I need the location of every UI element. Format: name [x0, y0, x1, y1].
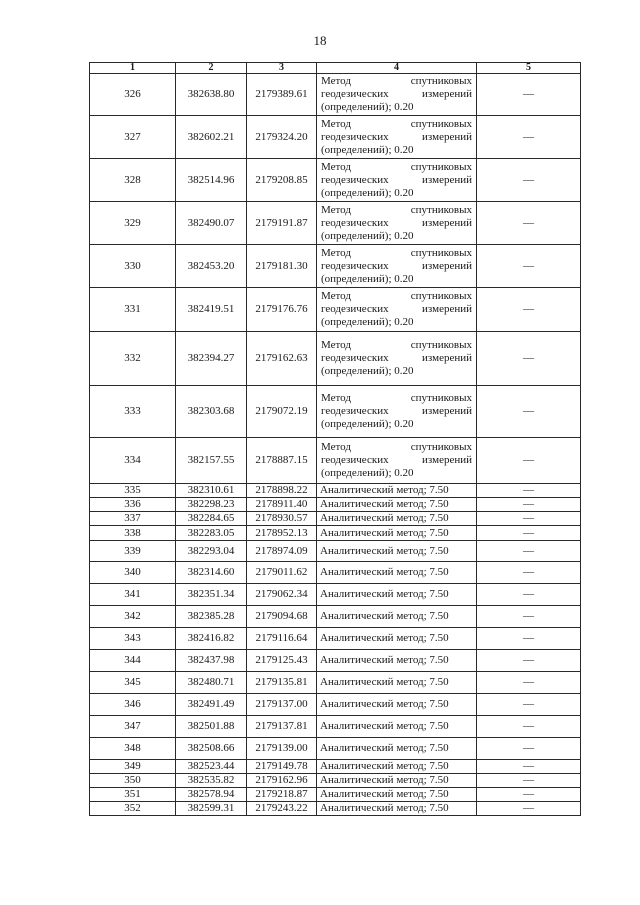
page-number: 18 [313, 33, 327, 48]
table-row [90, 606, 581, 628]
method-cell: Аналитический метод; 7.50 [317, 738, 477, 760]
y-coordinate-cell: 2179162.63 [247, 332, 317, 386]
method-line: геодезических измерений [321, 88, 472, 100]
y-coordinate-cell: 2179149.78 [247, 760, 317, 774]
y-coordinate-cell: 2179139.00 [247, 738, 317, 760]
x-coordinate-cell: 382419.51 [176, 288, 247, 332]
x-coordinate-cell: 382480.71 [176, 672, 247, 694]
note-cell: — [477, 526, 581, 541]
method-cell: Аналитический метод; 7.50 [317, 788, 477, 802]
x-coordinate-cell: 382314.60 [176, 562, 247, 584]
method-cell: Аналитический метод; 7.50 [317, 512, 477, 526]
x-coordinate-cell: 382535.82 [176, 774, 247, 788]
point-number-cell: 350 [90, 774, 176, 788]
table-row [90, 788, 581, 802]
method-cell [317, 202, 477, 245]
table-row [90, 498, 581, 512]
method-line: геодезических измерений [321, 454, 472, 466]
method-cell: Аналитический метод; 7.50 [317, 498, 477, 512]
table-header-row [90, 63, 581, 74]
method-line: геодезических измерений [321, 352, 472, 364]
note-cell: — [477, 650, 581, 672]
note-cell: — [477, 788, 581, 802]
x-coordinate-cell: 382599.31 [176, 802, 247, 816]
y-coordinate-cell: 2179243.22 [247, 802, 317, 816]
method-cell: Аналитический метод; 7.50 [317, 541, 477, 562]
x-coordinate-cell: 382283.05 [176, 526, 247, 541]
note-cell: — [477, 606, 581, 628]
note-cell: — [477, 288, 581, 332]
table-row [90, 288, 581, 332]
y-coordinate-cell: 2178887.15 [247, 438, 317, 484]
method-cell: Аналитический метод; 7.50 [317, 526, 477, 541]
table-row [90, 438, 581, 484]
method-line: геодезических измерений [321, 216, 472, 229]
table-row [90, 650, 581, 672]
x-coordinate-cell: 382501.88 [176, 716, 247, 738]
x-coordinate-cell: 382514.96 [176, 159, 247, 202]
y-coordinate-cell: 2179162.96 [247, 774, 317, 788]
method-line: (определений); 0.20 [321, 467, 414, 479]
note-cell: — [477, 484, 581, 498]
x-coordinate-cell: 382490.07 [176, 202, 247, 245]
table-row [90, 541, 581, 562]
y-coordinate-cell: 2179389.61 [247, 74, 317, 116]
note-cell: — [477, 562, 581, 584]
method-cell [317, 245, 477, 288]
note-cell: — [477, 802, 581, 816]
note-cell: — [477, 332, 581, 386]
note-cell: — [477, 159, 581, 202]
y-coordinate-cell: 2178898.22 [247, 484, 317, 498]
method-cell: Аналитический метод; 7.50 [317, 650, 477, 672]
y-coordinate-cell: 2179062.34 [247, 584, 317, 606]
method-cell: Аналитический метод; 7.50 [317, 584, 477, 606]
x-coordinate-cell: 382491.49 [176, 694, 247, 716]
point-number-cell: 342 [90, 606, 176, 628]
table-row [90, 484, 581, 498]
x-coordinate-cell: 382578.94 [176, 788, 247, 802]
note-cell: — [477, 498, 581, 512]
point-number-cell: 344 [90, 650, 176, 672]
table-row [90, 526, 581, 541]
method-cell [317, 74, 477, 116]
point-number-cell: 345 [90, 672, 176, 694]
note-cell: — [477, 74, 581, 116]
x-coordinate-cell: 382508.66 [176, 738, 247, 760]
table-row [90, 332, 581, 386]
y-coordinate-cell: 2178930.57 [247, 512, 317, 526]
y-coordinate-cell: 2179176.76 [247, 288, 317, 332]
note-cell: — [477, 541, 581, 562]
table-row [90, 562, 581, 584]
table-row [90, 760, 581, 774]
method-line: (определений); 0.20 [321, 186, 414, 199]
method-line: Метод спутниковых [321, 160, 472, 173]
point-number-cell: 352 [90, 802, 176, 816]
point-number-cell: 334 [90, 438, 176, 484]
table-row [90, 74, 581, 116]
point-number-cell: 338 [90, 526, 176, 541]
note-cell: — [477, 628, 581, 650]
method-line: (определений); 0.20 [321, 272, 414, 285]
method-cell: Аналитический метод; 7.50 [317, 694, 477, 716]
method-line: геодезических измерений [321, 130, 472, 143]
method-cell [317, 288, 477, 332]
method-cell: Аналитический метод; 7.50 [317, 606, 477, 628]
note-cell: — [477, 774, 581, 788]
point-number-cell: 336 [90, 498, 176, 512]
point-number-cell: 329 [90, 202, 176, 245]
point-number-cell: 351 [90, 788, 176, 802]
point-number-cell: 326 [90, 74, 176, 116]
table-row [90, 628, 581, 650]
coordinates-table-container [89, 62, 580, 816]
x-coordinate-cell: 382298.23 [176, 498, 247, 512]
x-coordinate-cell: 382638.80 [176, 74, 247, 116]
column-header-4: 4 [317, 63, 477, 74]
method-line: (определений); 0.20 [321, 143, 414, 156]
point-number-cell: 335 [90, 484, 176, 498]
point-number-cell: 337 [90, 512, 176, 526]
note-cell: — [477, 738, 581, 760]
method-line: Метод спутниковых [321, 392, 472, 404]
y-coordinate-cell: 2178974.09 [247, 541, 317, 562]
method-cell [317, 332, 477, 386]
point-number-cell: 333 [90, 386, 176, 438]
point-number-cell: 330 [90, 245, 176, 288]
x-coordinate-cell: 382416.82 [176, 628, 247, 650]
table-row [90, 159, 581, 202]
point-number-cell: 349 [90, 760, 176, 774]
note-cell: — [477, 694, 581, 716]
note-cell: — [477, 245, 581, 288]
column-header-3: 3 [247, 63, 317, 74]
note-cell: — [477, 386, 581, 438]
column-header-1: 1 [90, 63, 176, 74]
y-coordinate-cell: 2179208.85 [247, 159, 317, 202]
y-coordinate-cell: 2178952.13 [247, 526, 317, 541]
point-number-cell: 341 [90, 584, 176, 606]
method-line: геодезических измерений [321, 405, 472, 417]
table-row [90, 694, 581, 716]
method-cell: Аналитический метод; 7.50 [317, 484, 477, 498]
y-coordinate-cell: 2178911.40 [247, 498, 317, 512]
method-cell [317, 159, 477, 202]
table-row [90, 512, 581, 526]
table-row [90, 802, 581, 816]
method-line: Метод спутниковых [321, 203, 472, 216]
x-coordinate-cell: 382351.34 [176, 584, 247, 606]
y-coordinate-cell: 2179218.87 [247, 788, 317, 802]
method-cell: Аналитический метод; 7.50 [317, 802, 477, 816]
x-coordinate-cell: 382523.44 [176, 760, 247, 774]
table-row [90, 584, 581, 606]
method-line: Метод спутниковых [321, 290, 472, 302]
note-cell: — [477, 202, 581, 245]
method-cell: Аналитический метод; 7.50 [317, 672, 477, 694]
coordinates-table [89, 62, 581, 816]
method-cell: Аналитический метод; 7.50 [317, 760, 477, 774]
y-coordinate-cell: 2179072.19 [247, 386, 317, 438]
note-cell: — [477, 716, 581, 738]
point-number-cell: 343 [90, 628, 176, 650]
method-line: Метод спутниковых [321, 339, 472, 351]
method-line: Метод спутниковых [321, 441, 472, 453]
method-line: (определений); 0.20 [321, 365, 414, 377]
table-row [90, 738, 581, 760]
table-row [90, 774, 581, 788]
y-coordinate-cell: 2179324.20 [247, 116, 317, 159]
method-cell [317, 386, 477, 438]
table-row [90, 245, 581, 288]
method-line: Метод спутниковых [321, 117, 472, 130]
y-coordinate-cell: 2179094.68 [247, 606, 317, 628]
y-coordinate-cell: 2179137.81 [247, 716, 317, 738]
table-row [90, 386, 581, 438]
column-header-2: 2 [176, 63, 247, 74]
x-coordinate-cell: 382602.21 [176, 116, 247, 159]
y-coordinate-cell: 2179116.64 [247, 628, 317, 650]
point-number-cell: 328 [90, 159, 176, 202]
note-cell: — [477, 672, 581, 694]
method-line: (определений); 0.20 [321, 316, 414, 328]
note-cell: — [477, 438, 581, 484]
method-cell: Аналитический метод; 7.50 [317, 716, 477, 738]
note-cell: — [477, 584, 581, 606]
point-number-cell: 340 [90, 562, 176, 584]
point-number-cell: 339 [90, 541, 176, 562]
method-cell [317, 438, 477, 484]
method-cell: Аналитический метод; 7.50 [317, 628, 477, 650]
x-coordinate-cell: 382310.61 [176, 484, 247, 498]
x-coordinate-cell: 382437.98 [176, 650, 247, 672]
note-cell: — [477, 512, 581, 526]
method-line: (определений); 0.20 [321, 229, 414, 242]
method-line: Метод спутниковых [321, 246, 472, 259]
y-coordinate-cell: 2179137.00 [247, 694, 317, 716]
x-coordinate-cell: 382284.65 [176, 512, 247, 526]
method-line: (определений); 0.20 [321, 101, 414, 113]
y-coordinate-cell: 2179011.62 [247, 562, 317, 584]
table-row [90, 202, 581, 245]
y-coordinate-cell: 2179125.43 [247, 650, 317, 672]
method-line: геодезических измерений [321, 173, 472, 186]
point-number-cell: 327 [90, 116, 176, 159]
point-number-cell: 331 [90, 288, 176, 332]
method-cell [317, 116, 477, 159]
note-cell: — [477, 116, 581, 159]
point-number-cell: 347 [90, 716, 176, 738]
method-cell: Аналитический метод; 7.50 [317, 562, 477, 584]
point-number-cell: 332 [90, 332, 176, 386]
x-coordinate-cell: 382385.28 [176, 606, 247, 628]
method-line: Метод спутниковых [321, 75, 472, 87]
point-number-cell: 348 [90, 738, 176, 760]
y-coordinate-cell: 2179181.30 [247, 245, 317, 288]
table-row [90, 716, 581, 738]
table-body [90, 74, 581, 816]
point-number-cell: 346 [90, 694, 176, 716]
table-row [90, 672, 581, 694]
y-coordinate-cell: 2179135.81 [247, 672, 317, 694]
method-line: (определений); 0.20 [321, 418, 414, 430]
method-line: геодезических измерений [321, 259, 472, 272]
x-coordinate-cell: 382453.20 [176, 245, 247, 288]
x-coordinate-cell: 382394.27 [176, 332, 247, 386]
note-cell: — [477, 760, 581, 774]
x-coordinate-cell: 382293.04 [176, 541, 247, 562]
method-cell: Аналитический метод; 7.50 [317, 774, 477, 788]
y-coordinate-cell: 2179191.87 [247, 202, 317, 245]
method-line: геодезических измерений [321, 303, 472, 315]
table-row [90, 116, 581, 159]
x-coordinate-cell: 382303.68 [176, 386, 247, 438]
column-header-5: 5 [477, 63, 581, 74]
x-coordinate-cell: 382157.55 [176, 438, 247, 484]
